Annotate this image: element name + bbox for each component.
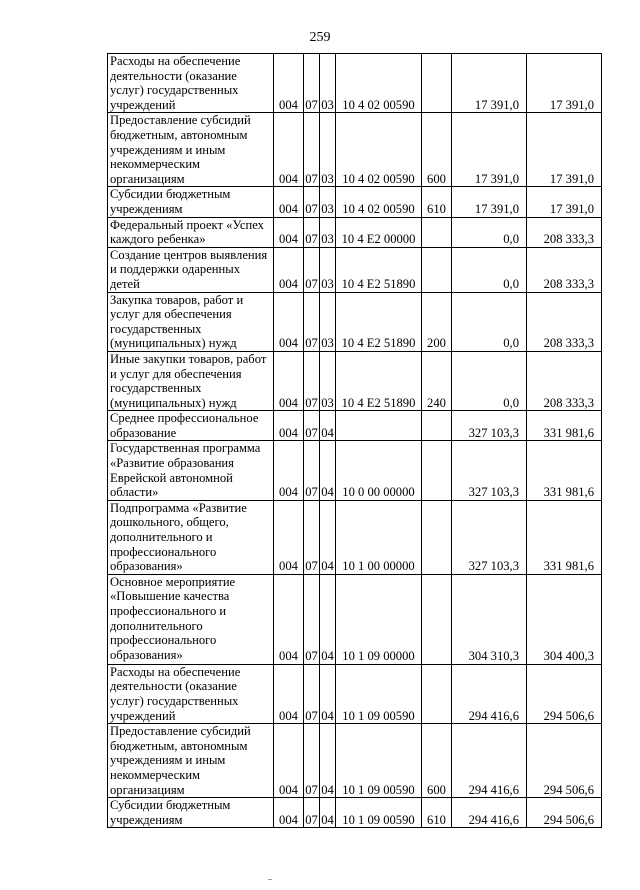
amount-year-1: 0,0 <box>452 217 527 247</box>
amount-year-1: 294 416,6 <box>452 724 527 798</box>
target-article-code: 10 4 02 00590 <box>336 54 422 113</box>
ministry-code: 004 <box>274 664 304 723</box>
expense-type-code <box>422 217 452 247</box>
ministry-code: 004 <box>274 113 304 187</box>
subsection-code: 03 <box>320 113 336 187</box>
amount-year-1: 327 103,3 <box>452 500 527 574</box>
expense-type-code <box>422 500 452 574</box>
page-number: 259 <box>309 30 331 45</box>
row-name: Субсидии бюджетным учреждениям <box>108 798 274 828</box>
row-name: Создание центров выявления и поддержки одаренных детей <box>108 247 274 292</box>
amount-year-1: 327 103,3 <box>452 441 527 500</box>
ministry-code: 004 <box>274 292 304 351</box>
amount-year-1: 17 391,0 <box>452 54 527 113</box>
target-article-code: 10 0 00 00000 <box>336 441 422 500</box>
target-article-code: 10 4 E2 00000 <box>336 217 422 247</box>
row-name: Иные закупки товаров, работ и услуг для обеспечения государственных (муниципальных) нужд <box>108 351 274 410</box>
amount-year-2: 304 400,3 <box>527 574 602 664</box>
subsection-code: 04 <box>320 441 336 500</box>
table-row <box>108 500 602 574</box>
amount-year-2: 331 981,6 <box>527 500 602 574</box>
section-code: 07 <box>304 411 320 441</box>
section-code: 07 <box>304 54 320 113</box>
ministry-code: 004 <box>274 724 304 798</box>
amount-year-2: 294 506,6 <box>527 798 602 828</box>
section-code: 07 <box>304 113 320 187</box>
subsection-code: 03 <box>320 217 336 247</box>
subsection-code: 04 <box>320 500 336 574</box>
row-name: Предоставление субсидий бюджетным, автономным учреждениям и иным некоммерческим организациям <box>108 113 274 187</box>
subsection-code: 03 <box>320 292 336 351</box>
amount-year-1: 294 416,6 <box>452 664 527 723</box>
table-row <box>108 724 602 798</box>
target-article-code: 10 1 09 00590 <box>336 664 422 723</box>
ministry-code: 004 <box>274 411 304 441</box>
expense-type-code: 240 <box>422 351 452 410</box>
section-code: 07 <box>304 500 320 574</box>
subsection-code: 03 <box>320 187 336 217</box>
target-article-code: 10 1 09 00000 <box>336 574 422 664</box>
row-name: Закупка товаров, работ и услуг для обеспечения государственных (муниципальных) нужд <box>108 292 274 351</box>
target-article-code: 10 1 09 00590 <box>336 724 422 798</box>
amount-year-2: 208 333,3 <box>527 292 602 351</box>
amount-year-1: 0,0 <box>452 247 527 292</box>
table-row <box>108 351 602 410</box>
section-code: 07 <box>304 441 320 500</box>
amount-year-1: 0,0 <box>452 292 527 351</box>
expense-type-code <box>422 247 452 292</box>
table-row <box>108 798 602 828</box>
amount-year-2: 17 391,0 <box>527 54 602 113</box>
amount-year-2: 208 333,3 <box>527 351 602 410</box>
row-name: Основное мероприятие «Повышение качества профессионального и дополнительного профессионального образования» <box>108 574 274 664</box>
amount-year-1: 17 391,0 <box>452 187 527 217</box>
section-code: 07 <box>304 187 320 217</box>
table-row <box>108 54 602 113</box>
budget-table <box>107 53 602 828</box>
expense-type-code <box>422 664 452 723</box>
row-name: Подпрограмма «Развитие дошкольного, общего, дополнительного и профессионального образования» <box>108 500 274 574</box>
target-article-code: 10 4 E2 51890 <box>336 292 422 351</box>
row-name: Среднее профессиональное образование <box>108 411 274 441</box>
amount-year-1: 304 310,3 <box>452 574 527 664</box>
ministry-code: 004 <box>274 54 304 113</box>
ministry-code: 004 <box>274 500 304 574</box>
subsection-code: 04 <box>320 724 336 798</box>
amount-year-1: 17 391,0 <box>452 113 527 187</box>
ministry-code: 004 <box>274 351 304 410</box>
amount-year-2: 331 981,6 <box>527 441 602 500</box>
subsection-code: 04 <box>320 664 336 723</box>
table-row <box>108 113 602 187</box>
table-row <box>108 292 602 351</box>
expense-type-code <box>422 54 452 113</box>
table-row <box>108 664 602 723</box>
target-article-code: 10 4 02 00590 <box>336 113 422 187</box>
row-name: Субсидии бюджетным учреждениям <box>108 187 274 217</box>
table-row <box>108 217 602 247</box>
expense-type-code: 610 <box>422 798 452 828</box>
ministry-code: 004 <box>274 798 304 828</box>
section-code: 07 <box>304 217 320 247</box>
amount-year-2: 294 506,6 <box>527 724 602 798</box>
target-article-code: 10 4 02 00590 <box>336 187 422 217</box>
section-code: 07 <box>304 351 320 410</box>
row-name: Государственная программа «Развитие образования Еврейской автономной области» <box>108 441 274 500</box>
table-row <box>108 441 602 500</box>
ministry-code: 004 <box>274 247 304 292</box>
table-row <box>108 411 602 441</box>
expense-type-code <box>422 441 452 500</box>
table-row <box>108 187 602 217</box>
target-article-code: 10 1 00 00000 <box>336 500 422 574</box>
scan-speck <box>268 879 272 880</box>
amount-year-1: 0,0 <box>452 351 527 410</box>
amount-year-2: 208 333,3 <box>527 247 602 292</box>
expense-type-code <box>422 411 452 441</box>
amount-year-2: 208 333,3 <box>527 217 602 247</box>
subsection-code: 04 <box>320 798 336 828</box>
target-article-code: 10 4 E2 51890 <box>336 351 422 410</box>
ministry-code: 004 <box>274 217 304 247</box>
expense-type-code: 200 <box>422 292 452 351</box>
amount-year-1: 294 416,6 <box>452 798 527 828</box>
section-code: 07 <box>304 574 320 664</box>
row-name: Федеральный проект «Успех каждого ребенка» <box>108 217 274 247</box>
ministry-code: 004 <box>274 187 304 217</box>
section-code: 07 <box>304 724 320 798</box>
section-code: 07 <box>304 798 320 828</box>
ministry-code: 004 <box>274 574 304 664</box>
target-article-code: 10 4 E2 51890 <box>336 247 422 292</box>
target-article-code: 10 1 09 00590 <box>336 798 422 828</box>
subsection-code: 03 <box>320 351 336 410</box>
row-name: Предоставление субсидий бюджетным, автономным учреждениям и иным некоммерческим организациям <box>108 724 274 798</box>
row-name: Расходы на обеспечение деятельности (оказание услуг) государственных учреждений <box>108 54 274 113</box>
subsection-code: 03 <box>320 54 336 113</box>
table-row <box>108 247 602 292</box>
expense-type-code: 600 <box>422 724 452 798</box>
section-code: 07 <box>304 664 320 723</box>
section-code: 07 <box>304 247 320 292</box>
ministry-code: 004 <box>274 441 304 500</box>
target-article-code <box>336 411 422 441</box>
amount-year-2: 294 506,6 <box>527 664 602 723</box>
amount-year-2: 17 391,0 <box>527 113 602 187</box>
subsection-code: 03 <box>320 247 336 292</box>
row-name: Расходы на обеспечение деятельности (оказание услуг) государственных учреждений <box>108 664 274 723</box>
expense-type-code <box>422 574 452 664</box>
table-row <box>108 574 602 664</box>
expense-type-code: 600 <box>422 113 452 187</box>
subsection-code: 04 <box>320 411 336 441</box>
subsection-code: 04 <box>320 574 336 664</box>
expense-type-code: 610 <box>422 187 452 217</box>
amount-year-2: 17 391,0 <box>527 187 602 217</box>
amount-year-2: 331 981,6 <box>527 411 602 441</box>
section-code: 07 <box>304 292 320 351</box>
amount-year-1: 327 103,3 <box>452 411 527 441</box>
